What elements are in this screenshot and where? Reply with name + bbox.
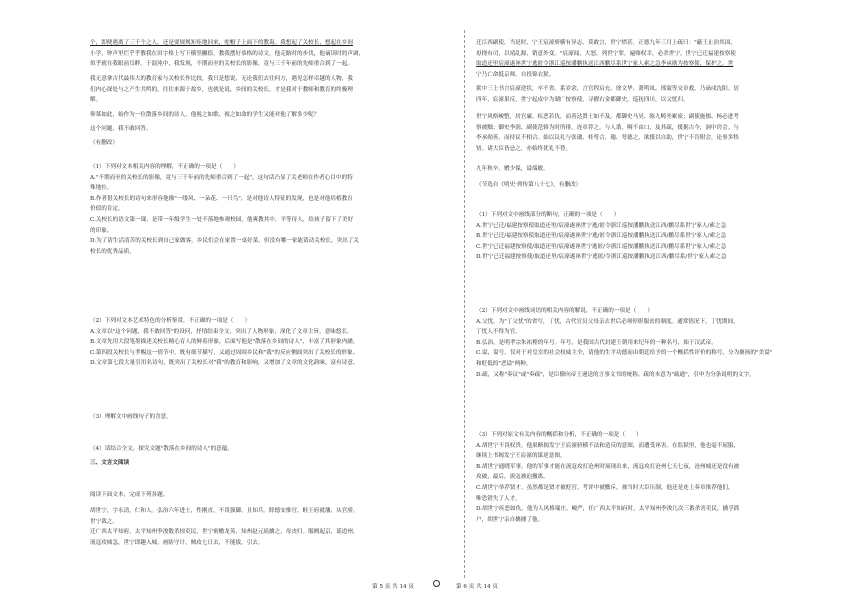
text-line: 解。 bbox=[90, 97, 102, 104]
question-stem: （1）下列对文本相关内容的理解，不正确的一项是（ ） bbox=[90, 164, 239, 170]
question-2 bbox=[90, 316, 452, 369]
question-stem: （3）下列对原文有关内容的概括和分析，不正确的一项是（ ） bbox=[476, 432, 642, 438]
option-a: A."不期而至的关校长的影像，竟与三千年前的先师重合到了一起"，这句话凸显了关老师在作者心目中的特 bbox=[90, 174, 353, 181]
classical-paragraph-3 bbox=[476, 112, 838, 154]
text-line: 个，即便遇离了三千个之人，还是要规规矩矩地回来，驼帽子上面下的教诲。我想起了关校长，想起在乡间 bbox=[90, 40, 353, 46]
text-line: 啎。诸大臣皆忌之，亦始终优礼不替。 bbox=[476, 145, 572, 152]
option-c-cont: 和贬低的"恶谥"两种。 bbox=[476, 360, 532, 367]
option-d: D.疏，又称"奏议"或"奏疏"，是臣僚向帝王递送的言事文书的统称。疏的本意为"疏通"，引申为分条说明的文字。 bbox=[476, 371, 755, 378]
option-b: B.胡世宁通晓军事。他的军事才能在流寇攻打沧州时展现出来，流寇攻打沧州七天七夜，沧州城还是没有被 bbox=[476, 463, 740, 470]
option-d-cont: 户，胡世宁亲自擒捕了他。 bbox=[476, 516, 544, 523]
text-line: 宁乃亡命抵京师，自投锦衣狱。 bbox=[476, 71, 555, 78]
option-c: C.胡世宁举荐贤才。虽然都是贤才被贬官，考评中被黜斥，被当时大臣压制，他还是连上奏章推荐他们， bbox=[476, 484, 734, 491]
option-d: D.文章第七段大量引用名诗句，既突出了关校长对"我"的教育和影响，又增加了文章的文化韵味，富有诗意。 bbox=[90, 360, 359, 367]
circle-icon bbox=[433, 580, 440, 587]
option-a: A.胡世宁不畏权贵。他果断揭发宁王宸濠骄横不法和造反的意图，而遭受诬害。在监狱里，他也毫不屈服， bbox=[476, 442, 740, 449]
option-b-cont: 攻破，最后，流寇被迫撤离。 bbox=[476, 474, 549, 481]
classical-text-continued bbox=[476, 38, 838, 80]
option-d-cont: 校长的优秀品质。 bbox=[90, 248, 135, 255]
option-c: C.第四段关校长与孝赐这一情节中，既有细节描写，又通过周围乡民和"我"的反应侧面突出了关校长的形象。 bbox=[90, 349, 359, 356]
essay-paragraph-3: 仰慕如此，始作为一位散落乡间的诗人，他视之如歌、视之如命的学生又能对他了解多少呢？ bbox=[90, 112, 320, 118]
classical-question-2 bbox=[476, 306, 838, 380]
text-line: 世宁裁之。 bbox=[90, 518, 118, 525]
essay-paragraph-4: 这个问题，我不敢回答。 bbox=[90, 126, 152, 132]
text-line: 毋挠有司，以靖乱源，销意外变。"宸濠闻，大怒，列世宁罪，遍赂权幸，必杀世宁。世宁已迁福建按察使 bbox=[476, 50, 736, 57]
text-line: 似乎就在我眼前耳畔。于混沌中，我发现，不期而至的关校长的影像，竟与三千年前的先师重合到了一起。 bbox=[90, 61, 353, 68]
option-c-cont: 的印象。 bbox=[90, 227, 113, 234]
column-divider bbox=[464, 30, 465, 578]
option-d: D.世宁已迁福建按察使/取道还里/宸濠遂诬世宁逃匿/令浙江巡按潘鹏执送江西/鹏尽系/世宁家人索之急 bbox=[476, 254, 727, 261]
text-line: 迁江西副使。当是时，宁王宸濠骄横有异志，莫敢言，世宁愤甚。正德九年三月上疏曰："蔽王止治其国， bbox=[476, 40, 736, 46]
text-line: 流寇攻城急，世宁即趣入城，画防守计，贼攻七日去，不能拔，引去。 bbox=[90, 539, 264, 546]
option-a: A.世宁已迁/福建按察使取道还里/宸濠遂诬世宁逃/匿令浙江巡按潘鹏执送江西/鹏尽系世宁家人/索之急 bbox=[476, 222, 727, 229]
classical-question-1 bbox=[476, 210, 838, 263]
text-line: 们内心深处与之产生共鸣的，往往来源于故乡，也就是说，乡间的关校长，才是我对于教师和教育的终极理 bbox=[90, 86, 353, 93]
essay-paragraph-1 bbox=[90, 38, 452, 70]
option-c: C.世宁已迁福建按察使/取道还里/宸濠遂诬世宁逃匿/令浙江巡按潘鹏执送江西/鹏尽系世宁家人/索之急 bbox=[476, 243, 727, 250]
question-1 bbox=[90, 162, 452, 257]
source-note: （节选自《明史·列传第八十七》，有删改） bbox=[476, 182, 582, 188]
section-heading: 三、文言文阅读 bbox=[90, 460, 130, 466]
option-d: D.为了请生活清苦的关校长到自己家做客，乡民们会在家置一桌好菜，但没有哪一家能请动关校长，突出了关 bbox=[90, 238, 359, 245]
right-page bbox=[476, 0, 838, 608]
option-c-cont: 唯恐错失了人才。 bbox=[476, 495, 521, 502]
classical-text-start bbox=[90, 506, 452, 548]
option-c: C.关校长的语文第一课，是带一年级学生一处不落地参观校园，他爽教其中，平等待人，给孩子留下了美好 bbox=[90, 216, 354, 223]
reading-instructions: 阅读下面文本，完成下列各题。 bbox=[90, 492, 169, 498]
option-b: B.作者借关校长的诗句来形容他像"一缕风、一朵花、一只鸟"，是对他诗人特征的发现，也是对他培植教育 bbox=[90, 195, 353, 202]
text-line: 狱中三上书言宸濠逆状，卒不省。系岁余，言官程启充、徐文华、萧鸣凤、邢寰等交章救，乃谪戍沈阳。居 bbox=[476, 86, 739, 92]
text-line: 李承勋善，而持议不相合。始以议礼与张璁、桂萼合，璁、萼德之，欲援以自助，世宁不肯附会，论事多牾 bbox=[476, 135, 739, 142]
page-separator bbox=[433, 580, 440, 587]
question-stem: （2）下列对文本艺术特色的分析鉴赏，不正确的一项是（ ） bbox=[90, 318, 251, 324]
source-note: （有删改） bbox=[90, 140, 118, 146]
option-a-cont: 殊地位。 bbox=[90, 185, 113, 192]
left-page bbox=[90, 0, 452, 608]
page-number-left: 第 5 页 共 14 页 bbox=[372, 584, 414, 590]
underlined-passage: 取道还里宸濠遂诬世宁逃匿令浙江巡按潘鹏执送江西鹏尽系世宁家人索之急李承勋为按察使，保护之。世 bbox=[476, 61, 734, 68]
essay-paragraph-2 bbox=[90, 74, 452, 106]
question-3: （3）理解文中画线句子的含意。 bbox=[90, 414, 172, 420]
option-b: B.文章先用大段笔墨描述关校长精心育人的鲜着形象，后面写他是"散落在乡间的诗人"，丰富了其形象内涵。 bbox=[90, 339, 359, 346]
text-line: 迁广西太平知府，太平知州李浚数杀掠吏民，世宁密檄龙英、知州赵元瑶擒之，母丧归。服阙起京，谣迨州， bbox=[90, 529, 359, 536]
question-4: （4）请结合全文，探究文题"散落在乡间的诗人"的意蕴。 bbox=[90, 446, 233, 452]
option-b: B.世宁已迁/福建按察使取道还里/宸濠遂诬世宁逃/匿令浙江巡按潘鹏执送江西/鹏尽系世宁家人/索之急 bbox=[476, 233, 727, 240]
option-a-cont: 丁忧人不得为官。 bbox=[476, 329, 521, 336]
classical-paragraph-2 bbox=[476, 84, 838, 105]
classical-paragraph-4: 九年秋卒，赠少保，谥端敏。 bbox=[476, 166, 549, 172]
option-b-cont: 价值的肯定。 bbox=[90, 206, 124, 213]
question-stem: （1）下列对文中画线部分的断句，正确的一项是（ ） bbox=[476, 212, 620, 218]
text-line: 察被黜；御史李润、副使范辂为时所排，连章荐之。与人谐，啁不由口，及其疏，援据古今，洞中窍会。与 bbox=[476, 124, 739, 131]
classical-question-3 bbox=[476, 430, 838, 525]
option-a-cont: 继续上书揭发宁王宸濠的谋逆意图。 bbox=[476, 453, 566, 460]
question-stem: （2）下列对文中画线词语的相关内容的解说，不正确的一项是（ ） bbox=[476, 308, 653, 314]
option-a: A.文章以"这个问题，我不敢回答"的设问，抒情结束全文，突出了人物形象，深化了文章主旨，意味悠长。 bbox=[90, 328, 353, 335]
text-line: 世宁风格峻整，居官廉，疾恶若仇，而善达贤士如不及。都御史马昊、陈九畴坐累废；副使施儒、杨必进考 bbox=[476, 114, 739, 120]
option-d: D.胡世宁疾恶如仇。他为人风格端庄、峻严，任广西太平知府时，太平知州李浚几次三番杀害吏民，擒孚抓 bbox=[476, 506, 740, 513]
text-line: 胡世宁，字永清，仁和人。弘治六年进士，性刚直，不畏强御，且知兵。除德安推官，畦王府就藩，从官骄， bbox=[90, 508, 359, 514]
option-c: C.谥，谥号。仅对于对皇室的社会权威主全，请他的生平功德而由朝廷给予的一个概括性评价的称号，分为褒扬的"美谥" bbox=[476, 350, 773, 357]
text-line: 四年，宸濠果反，世宁起戍中为湖广按察使，寻擢右金都御史，巡抚四川，以父忧归。 bbox=[476, 96, 689, 103]
text-line: 小学，钟声里烂乎乎教我在田字格上写下横竖撇捺，教我摆好恭格的诗文。他走路时的步伐，他谪读时的声调， bbox=[90, 50, 365, 57]
option-a: A.父忧，为"丁父忧"的省写，丁忧，古代官员父母亲去世后必须停职服丧的制度。通常情况下，丁忧期间， bbox=[476, 318, 739, 325]
page-number-right: 第 6 页 共 14 页 bbox=[456, 584, 498, 590]
text-line: 我无意拿古代最伟大的教育家与关校长作比较，我只是想说，无论我们去往何方，遇见怎样卓越的人物，我 bbox=[90, 76, 353, 82]
option-b: B.弘治，是明孝宗朱祐樘的年号。年号，是我国古代封建王朝用来纪年的一种名号，始于汉武帝。 bbox=[476, 339, 717, 346]
